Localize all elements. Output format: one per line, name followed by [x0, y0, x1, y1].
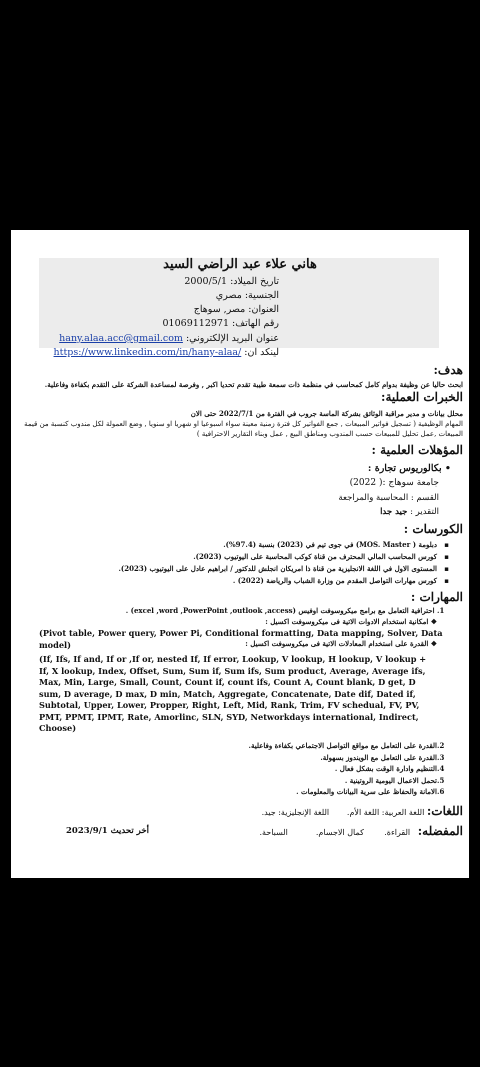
skill-text: التنظيم وادارة الوقت بشكل فعال .	[334, 764, 437, 773]
grade-value: جيد جدا	[380, 507, 408, 517]
courses-list	[71, 539, 451, 587]
grade-label: التقدير :	[410, 507, 439, 517]
languages-row	[17, 804, 463, 818]
skill-number: 4.	[437, 764, 445, 773]
nationality: الجنسية: مصري	[215, 290, 279, 301]
language-english: اللغة الإنجليزية: جيد.	[261, 808, 330, 817]
skill-text: القدرة على التعامل مع مواقع التواصل الاجتماعي بكفاءة وفاعلية.	[248, 741, 437, 750]
skill-text: تحمل الاعمال اليومية الروتينية .	[344, 775, 437, 785]
education-department: القسم : المحاسبة والمراجعة	[338, 493, 439, 503]
hobbies-row	[259, 824, 463, 838]
courses-title: الكورسات :	[403, 522, 463, 536]
linkedin-row	[54, 346, 279, 360]
skill-text: القدرة على استخدام المعادلات الاتية فى ميكروسوفت اكسيل :	[245, 639, 429, 648]
skill-number: 2.	[437, 741, 445, 750]
skill-1b	[71, 639, 437, 649]
languages-title: اللغات:	[426, 804, 463, 818]
email-row	[59, 332, 279, 346]
experience-role: محلل بيانات و مدير مراقبة الوثائق بشركة الماسة جروب في الفترة من 2022/7/1 حتى الان	[190, 409, 463, 418]
diamond-icon: ❖	[428, 617, 437, 626]
cv-page	[11, 230, 469, 878]
course-item: ▪ كورس مهارات التواصل المقدم من وزارة الشباب والرياضة (2022) .	[71, 575, 437, 587]
excel-formulas: (If, Ifs, If and, If or ,If or, nested If, If error, Lookup, V lookup, H lookup, V lookup + If, X lookup, Index, Offset, Sum, Sum if, Sum ifs, Sum product, Average, Average ifs, Max, Min, Large, Small, Count, Count if, count ifs, Count A, Count blank, D get, D sum, D average, D max, D min, Match, Aggregate, Concatenate, Date dif, Dated if, Subtotal, Upper, Lower, Propper, Right, Left, Mid, Rank, Trim, FV schedual, FV, PV, PMT, PPMT, IPMT, Rate, Amorlinc, SLN, SYD, Networkdays international, Indirect, Choose)	[39, 654, 427, 733]
skill-number: 5.	[437, 775, 445, 785]
hobbies-title: المفضله:	[417, 824, 463, 838]
skills-more	[71, 740, 459, 798]
skill-number: 1.	[437, 606, 445, 615]
email-label: عنوان البريد الإلكتروني:	[185, 333, 279, 344]
experience-title: الخبرات العملية:	[381, 390, 463, 404]
phone: رقم الهاتف: 01069112971	[162, 318, 279, 329]
last-updated: أخر تحديث 2023/9/1	[66, 826, 149, 836]
excel-tools: (Pivot table, Power query, Power Pi, Conditional formatting, Data mapping, Solver, Data model)	[39, 628, 443, 650]
hobby-item: كمال الاجسام.	[315, 828, 364, 837]
skill-text: احترافية التعامل مع برامج ميكروسوفت اوفيس (excel ,word ,PowerPoint ,outlook ,access) .	[125, 606, 435, 615]
skill-item	[71, 775, 459, 787]
skill-number: 3.	[437, 752, 445, 762]
experience-desc: المهام الوظيفية ( تسجيل فواتير المبيعات , جمع الفواتير كل فترة زمنية معينة سواء اسبوعيا او شهريا او سنويا , وضع العمولة لكل مندوب كنسبة من قيمة المبيعات ,عمل تحليل للمبيعات حسب المندوب ومناطق البيع , عمل وبناء التقارير الاحترافية )	[24, 420, 463, 438]
language-arabic: اللغة العربية: اللغة الأم.	[346, 808, 425, 817]
education-title: المؤهلات العلمية :	[371, 443, 463, 457]
degree-text: بكالوريوس تجارة :	[367, 463, 442, 474]
skill-item	[71, 752, 459, 764]
skill-text: امكانية استخدام الادوات الاتية فى ميكروسوفت اكسيل :	[265, 617, 429, 626]
bullet-icon: •	[441, 463, 451, 474]
email-link[interactable]: hany.alaa.acc@gmail.com	[59, 333, 183, 344]
address: العنوان: مصر, سوهاج	[193, 304, 279, 315]
education-university: جامعة سوهاج :( 2022)	[349, 478, 439, 488]
skill-item	[71, 763, 459, 775]
education-degree	[368, 463, 451, 474]
skill-1a	[71, 617, 437, 627]
hobby-item: السباحة.	[259, 828, 288, 837]
education-grade	[380, 507, 439, 517]
course-item: ▪ كورس المحاسب المالي المحترف من قناة كوكب المحاسبة على اليوتيوب (2023).	[71, 551, 437, 563]
skills-title: المهارات :	[410, 590, 463, 604]
skill-number: 6.	[437, 787, 445, 796]
birth-date: تاريخ الميلاد: 2000/5/1	[184, 276, 279, 287]
skill-1	[71, 606, 459, 616]
skill-text: الامانة والحفاظ على سرية البيانات والمعلومات .	[296, 787, 437, 796]
candidate-name: هاني علاء عبد الراضي السيد	[163, 257, 317, 272]
objective-title: هدف:	[433, 363, 463, 377]
skill-item	[71, 786, 459, 798]
objective-text: ابحث حاليا عن وظيفة بدوام كامل كمحاسب في منظمة ذات سمعة طيبة تقدم تحديا اكبر , وفرصة لمساعدة الشركة على التقدم بكفاءة وفاعلية.	[44, 380, 463, 389]
diamond-icon: ❖	[428, 639, 437, 648]
course-item: ▪ دبلومة ( MOS. Master) في جوى تيم في (2023) بنسبة (97.4%).	[71, 539, 437, 551]
hobby-item: القراءة.	[384, 828, 411, 837]
skill-text: القدرة على التعامل مع الويندوز بسهولة.	[320, 752, 437, 762]
linkedin-label: لينكد ان:	[244, 347, 279, 358]
linkedin-link[interactable]: https://www.linkedin.com/in/hany-alaa/	[53, 347, 242, 358]
course-item: ▪ المستوى الاول في اللغة الانجليزية من قناة ذا امريكان انجلش للدكتور / ابراهيم عادل على اليوتيوب (2023).	[71, 563, 437, 575]
skill-item	[71, 740, 459, 752]
